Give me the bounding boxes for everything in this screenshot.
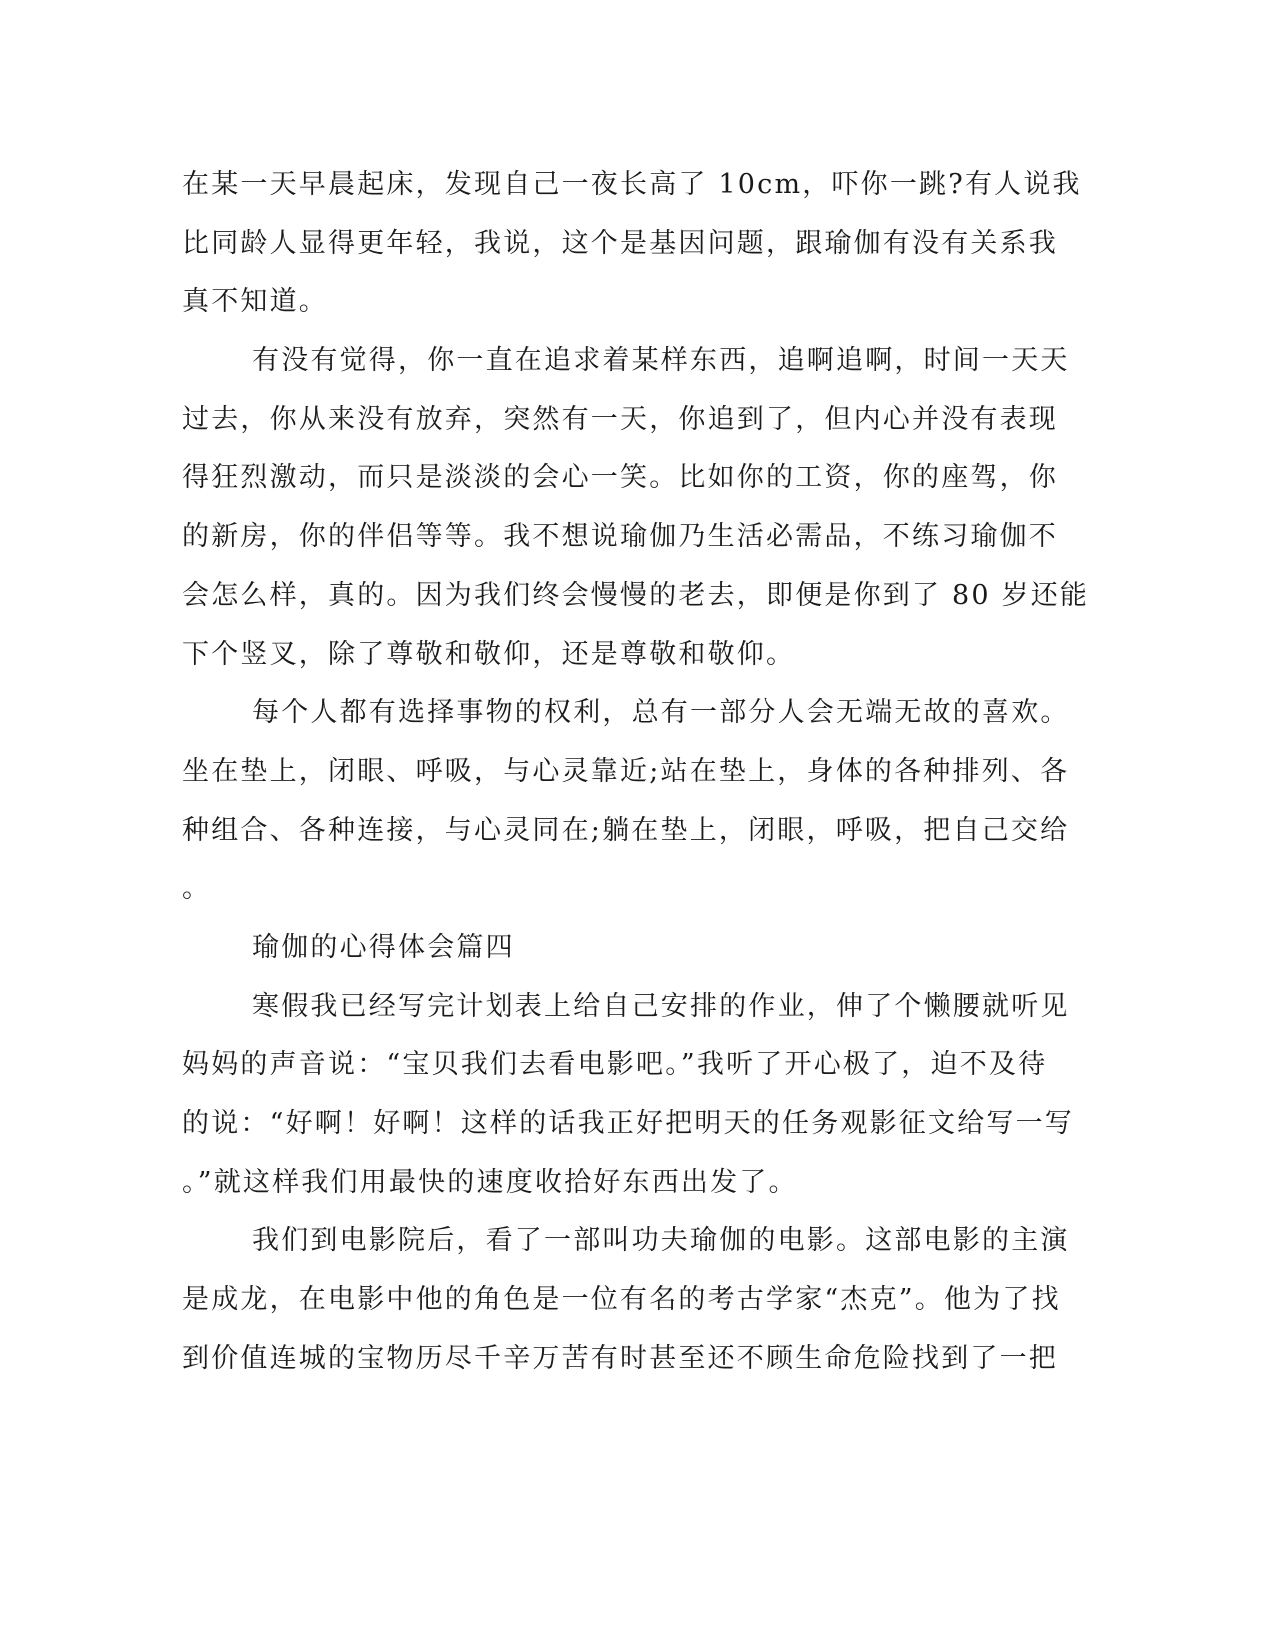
paragraph-start-line: 每个人都有选择事物的权利，总有一部分人会无端无故的喜欢。	[252, 697, 1070, 729]
text-line: 真不知道。	[182, 286, 328, 318]
text-line: 会怎么样，真的。因为我们终会慢慢的老去，即便是你到了 80 岁还能	[182, 579, 1090, 611]
text-line: 种组合、各种连接，与心灵同在;躺在垫上，闭眼，呼吸，把自己交给	[182, 814, 1070, 846]
paragraph-start-line: 有没有觉得，你一直在追求着某样东西，追啊追啊，时间一天天	[252, 345, 1070, 377]
text-line: 得狂烈激动，而只是淡淡的会心一笑。比如你的工资，你的座驾，你	[182, 462, 1058, 494]
text-line: 在某一天早晨起床，发现自己一夜长高了 10cm，吓你一跳?有人说我	[182, 169, 1082, 200]
body-text	[182, 156, 1090, 1388]
paragraph-start-line: 我们到电影院后，看了一部叫功夫瑜伽的电影。这部电影的主演	[252, 1225, 1070, 1257]
text-line: 。	[182, 873, 212, 905]
text-line: 到价值连城的宝物历尽千辛万苦有时甚至还不顾生命危险找到了一把	[182, 1342, 1058, 1374]
section-heading: 瑜伽的心得体会篇四	[252, 931, 515, 963]
text-line: 比同龄人显得更年轻，我说，这个是基因问题，跟瑜伽有没有关系我	[182, 227, 1058, 259]
text-line: 的新房，你的伴侣等等。我不想说瑜伽乃生活必需品，不练习瑜伽不	[182, 521, 1058, 553]
text-line: 坐在垫上，闭眼、呼吸，与心灵靠近;站在垫上，身体的各种排列、各	[182, 755, 1070, 787]
text-line: 。”就这样我们用最快的速度收拾好东西出发了。	[182, 1166, 798, 1198]
paragraph-start-line: 寒假我已经写完计划表上给自己安排的作业，伸了个懒腰就听见	[252, 990, 1070, 1022]
text-line: 是成龙，在电影中他的角色是一位有名的考古学家“杰克”。他为了找	[182, 1284, 1061, 1316]
text-line: 过去，你从来没有放弃，突然有一天，你追到了，但内心并没有表现	[182, 403, 1058, 435]
text-line: 妈妈的声音说：“宝贝我们去看电影吧。”我听了开心极了，迫不及待	[182, 1049, 1048, 1081]
text-line: 下个竖叉，除了尊敬和敬仰，还是尊敬和敬仰。	[182, 638, 796, 670]
text-line: 的说：“好啊！好啊！这样的话我正好把明天的任务观影征文给写一写	[182, 1108, 1075, 1139]
